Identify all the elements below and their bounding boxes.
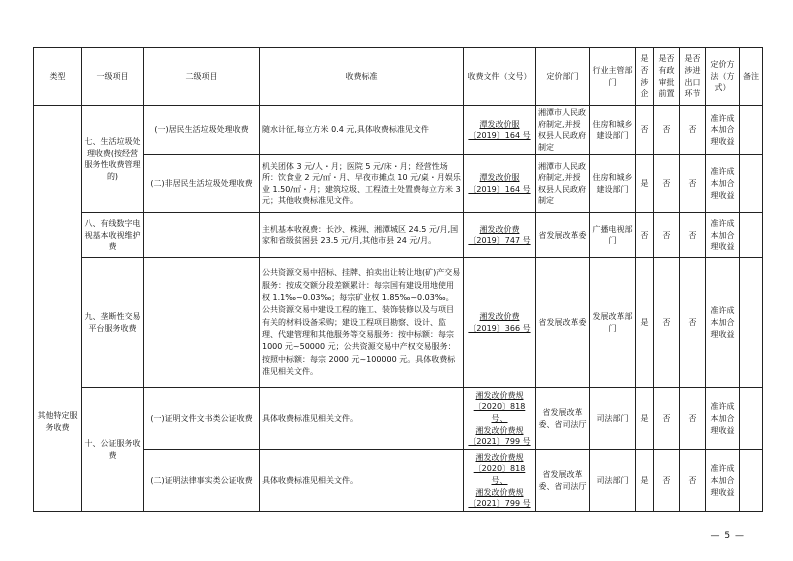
level1-cell: 七、生活垃圾处理收费(按经营服务性收费管理的): [82, 106, 144, 213]
method-cell: 准许成本加合理收益: [706, 450, 740, 512]
note-cell: [740, 155, 763, 213]
enterprise-cell: 否: [636, 213, 654, 258]
approval-cell: 否: [654, 213, 680, 258]
import-export-cell: 否: [680, 258, 706, 388]
note-cell: [740, 388, 763, 450]
table-row: [34, 155, 763, 213]
method-cell: 准许成本加合理收益: [706, 213, 740, 258]
method-cell: 准许成本加合理收益: [706, 388, 740, 450]
dept-cell: 省发展改革委: [536, 213, 590, 258]
standard-cell: 机关团体 3 元/人・月；医院 5 元/床・月；经营性场所：饮食业 2 元/㎡・月、早夜市摊点 10 元/桌・月娱乐业 1.50/㎡・月；建筑垃圾、工程渣土处置费每立方米 3 元；其他收费标准见文件。: [260, 155, 464, 213]
fee-table: [33, 47, 763, 512]
level2-cell: [144, 258, 260, 388]
doc-cell: [464, 388, 536, 450]
doc-cell: [464, 450, 536, 512]
industry-cell: 司法部门: [590, 450, 636, 512]
doc-cell: [464, 106, 536, 155]
doc-link[interactable]: 潭发改价服: [479, 173, 520, 183]
enterprise-cell: 否: [636, 106, 654, 155]
doc-cell: [464, 258, 536, 388]
import-export-cell: 否: [680, 450, 706, 512]
header-level1: 一级项目: [82, 48, 144, 106]
header-row: [34, 48, 763, 106]
doc-link[interactable]: 〔2020〕818 号、: [473, 464, 526, 486]
header-note: 备注: [740, 48, 763, 106]
dept-cell: 省发展改革委、省司法厅: [536, 388, 590, 450]
standard-cell: 主机基本收视费：长沙、株洲、湘潭城区 24.5 元/月,国家和省级贫困县 23.5 元/月,其他市县 24 元/月。: [260, 213, 464, 258]
approval-cell: 否: [654, 450, 680, 512]
note-cell: [740, 258, 763, 388]
level2-cell: (二)证明法律事实类公证收费: [144, 450, 260, 512]
method-cell: 准许成本加合理收益: [706, 106, 740, 155]
note-cell: [740, 450, 763, 512]
table-row: [34, 213, 763, 258]
doc-link[interactable]: 湘发改价费规: [475, 452, 524, 462]
enterprise-cell: 是: [636, 388, 654, 450]
doc-cell: [464, 155, 536, 213]
header-dept: 定价部门: [536, 48, 590, 106]
approval-cell: 否: [654, 155, 680, 213]
header-standard: 收费标准: [260, 48, 464, 106]
doc-link[interactable]: 〔2019〕164 号: [468, 131, 531, 141]
import-export-cell: 否: [680, 155, 706, 213]
industry-cell: 住房和城乡建设部门: [590, 106, 636, 155]
enterprise-cell: 是: [636, 155, 654, 213]
page-number: — 5 —: [710, 531, 745, 541]
level1-cell: 十、公证服务收费: [82, 388, 144, 512]
level2-cell: (一)证明文件文书类公证收费: [144, 388, 260, 450]
header-method: 定价方法（方式）: [706, 48, 740, 106]
doc-link[interactable]: 湘发改价费: [479, 224, 520, 234]
header-type: 类型: [34, 48, 82, 106]
industry-cell: 广播电视部门: [590, 213, 636, 258]
approval-cell: 否: [654, 258, 680, 388]
import-export-cell: 否: [680, 106, 706, 155]
enterprise-cell: 是: [636, 450, 654, 512]
doc-link[interactable]: 湘发改价费规: [475, 487, 524, 497]
doc-link[interactable]: 湘发改价费: [479, 312, 520, 322]
table-row: [34, 388, 763, 450]
standard-cell: 具体收费标准见相关文件。: [260, 388, 464, 450]
table-row: [34, 106, 763, 155]
doc-link[interactable]: 湘发改价费规: [475, 425, 524, 435]
dept-cell: 省发展改革委: [536, 258, 590, 388]
category-cell: 其他特定服务收费: [34, 106, 82, 512]
method-cell: 准许成本加合理收益: [706, 155, 740, 213]
doc-link[interactable]: 潭发改价服: [479, 119, 520, 129]
note-cell: [740, 106, 763, 155]
dept-cell: 湘潭市人民政府制定,并授权县人民政府制定: [536, 106, 590, 155]
header-import-export: 是否涉进出口环节: [680, 48, 706, 106]
doc-link[interactable]: 〔2021〕799 号: [468, 437, 531, 447]
industry-cell: 住房和城乡建设部门: [590, 155, 636, 213]
doc-link[interactable]: 〔2019〕366 号: [468, 323, 531, 333]
header-approval: 是否有政审批前置: [654, 48, 680, 106]
approval-cell: 否: [654, 106, 680, 155]
level1-cell: 九、垄断性交易平台服务收费: [82, 258, 144, 388]
dept-cell: 省发展改革委、省司法厅: [536, 450, 590, 512]
standard-cell: 随水计征,每立方米 0.4 元,具体收费标准见文件: [260, 106, 464, 155]
industry-cell: 发展改革部门: [590, 258, 636, 388]
level1-cell: 八、有线数字电视基本收视维护费: [82, 213, 144, 258]
dept-cell: 湘潭市人民政府制定,并授权县人民政府制定: [536, 155, 590, 213]
level2-cell: (二)非居民生活垃圾处理收费: [144, 155, 260, 213]
header-doc: 收费文件（文号）: [464, 48, 536, 106]
industry-cell: 司法部门: [590, 388, 636, 450]
doc-link[interactable]: 〔2020〕818 号、: [473, 402, 526, 424]
table-row: [34, 258, 763, 388]
header-enterprise: 是否涉企: [636, 48, 654, 106]
doc-link[interactable]: 〔2019〕747 号: [468, 236, 531, 246]
standard-cell: 公共资源交易中招标、挂牌、拍卖出让转让地(矿)产交易服务：按成交额分段差额累计：每宗国有建设用地使用权 1.1‰~0.03‰；每宗矿业权 1.85‰~0.03‰。公共资源交易中建设工程的施工、装饰装修以及与项目有关的材料设备采购；建设工程项目勘察、设计、监理、代建管理和其他服务等交易服务：按中标额：每宗 1000 元~50000 元；公共资源交易中产权交易服务：按照中标额：每宗 2000 元~100000 元。具体收费标准见相关文件。: [260, 258, 464, 388]
import-export-cell: 否: [680, 213, 706, 258]
header-level2: 二级项目: [144, 48, 260, 106]
table-row: [34, 450, 763, 512]
method-cell: 准许成本加合理收益: [706, 258, 740, 388]
header-industry: 行业主管部门: [590, 48, 636, 106]
doc-cell: [464, 213, 536, 258]
standard-cell: 具体收费标准见相关文件。: [260, 450, 464, 512]
level2-cell: [144, 213, 260, 258]
approval-cell: 否: [654, 388, 680, 450]
doc-link[interactable]: 湘发改价费规: [475, 390, 524, 400]
enterprise-cell: 是: [636, 258, 654, 388]
doc-link[interactable]: 〔2019〕164 号: [468, 184, 531, 194]
doc-link[interactable]: 〔2021〕799 号: [468, 499, 531, 509]
level2-cell: (一)居民生活垃圾处理收费: [144, 106, 260, 155]
note-cell: [740, 213, 763, 258]
import-export-cell: 否: [680, 388, 706, 450]
